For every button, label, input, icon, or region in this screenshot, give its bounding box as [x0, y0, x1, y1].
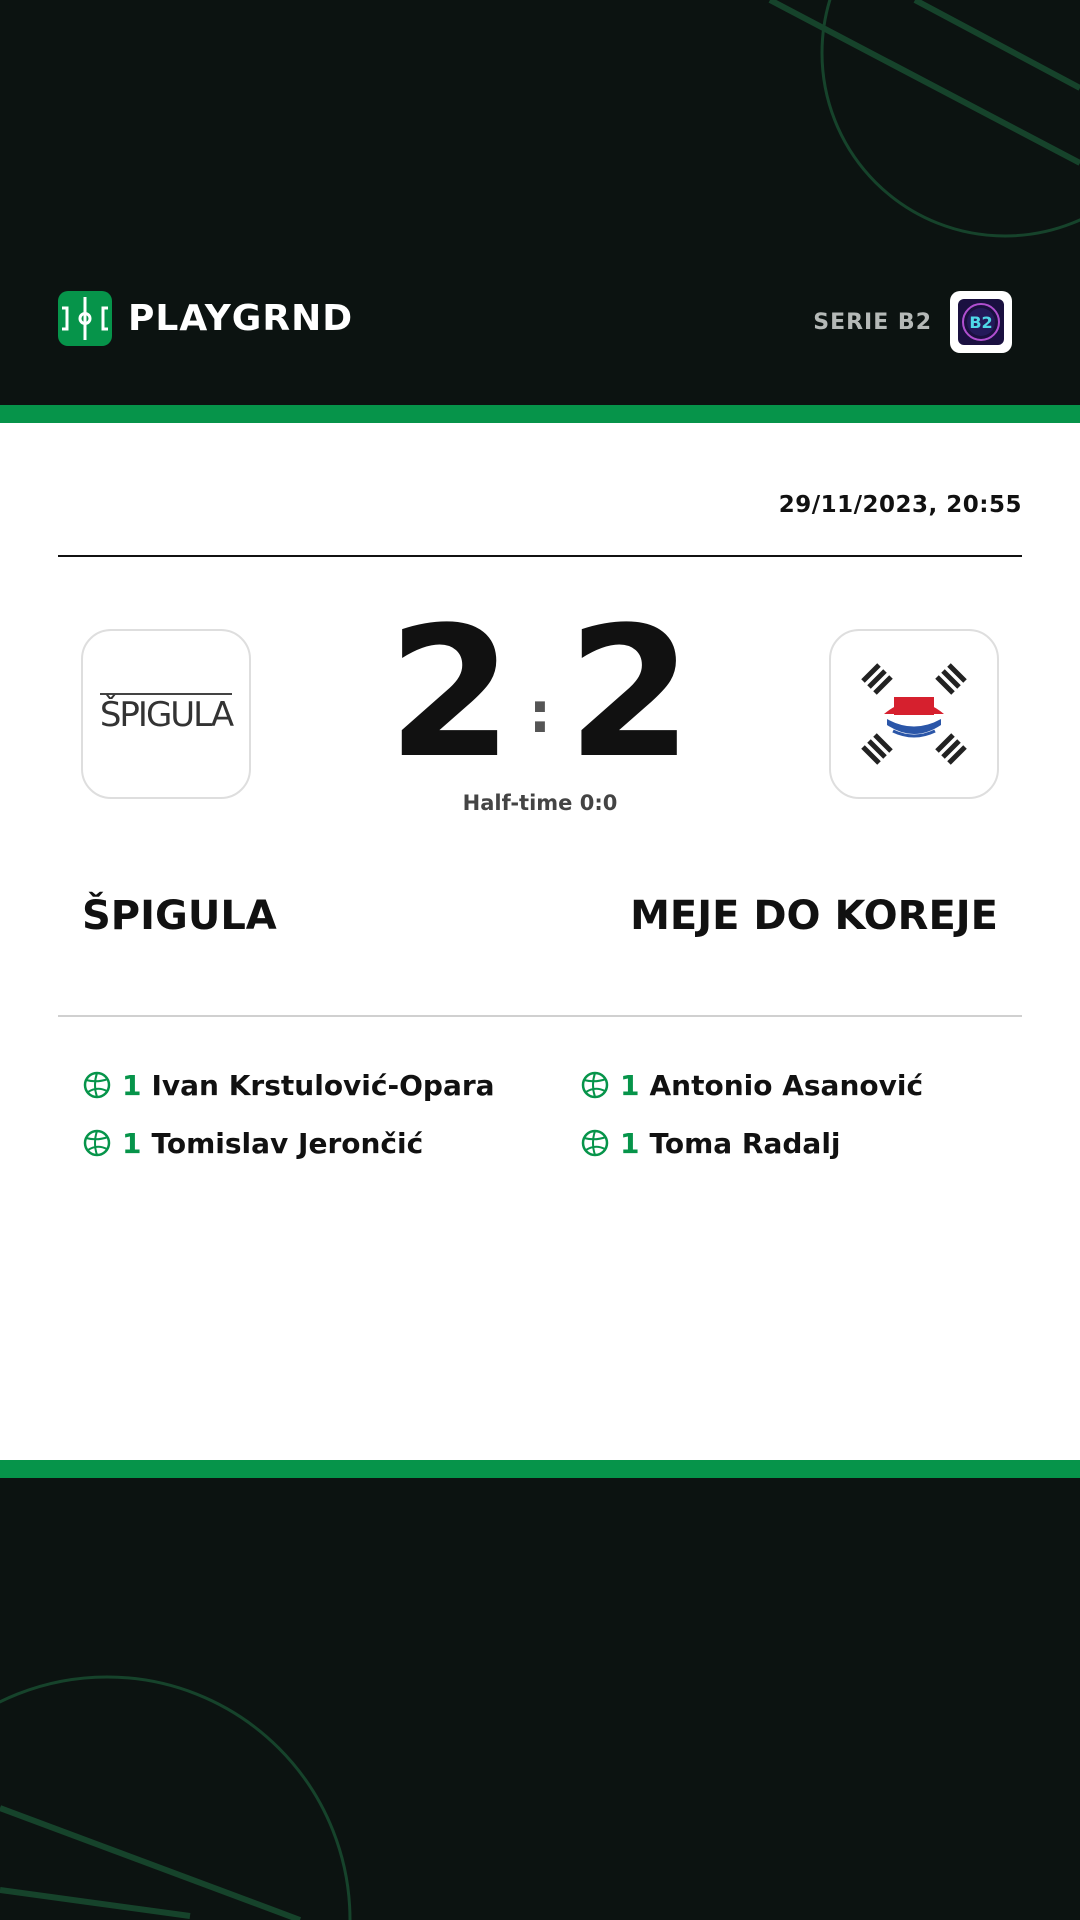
- volleyball-icon: [580, 1128, 610, 1158]
- home-score: 2: [387, 589, 513, 798]
- volleyball-icon: [82, 1070, 112, 1100]
- brand: [58, 291, 353, 346]
- home-team-logo-text: ŠPIGULA: [99, 695, 233, 735]
- league-info: [813, 291, 1012, 353]
- korea-flag-crest-icon: [849, 659, 979, 769]
- goal-count: 1: [620, 1126, 640, 1160]
- away-team-logo: [829, 629, 999, 799]
- league-badge-icon: [956, 297, 1006, 347]
- footer-band: [0, 1478, 1080, 1920]
- goal-count: 1: [122, 1068, 142, 1102]
- volleyball-icon: [82, 1128, 112, 1158]
- goal-count: 1: [620, 1068, 640, 1102]
- scorer-name: Ivan Krstulović-Opara: [151, 1068, 495, 1102]
- header-band: [0, 0, 1080, 405]
- scorer-item: [82, 1066, 542, 1104]
- scorer-item: [580, 1066, 1040, 1104]
- volleyball-icon: [580, 1070, 610, 1100]
- scorer-name: Tomislav Jerončić: [151, 1126, 424, 1160]
- divider: [58, 555, 1022, 557]
- away-team-name: MEJE DO KOREJE: [630, 893, 998, 939]
- home-team-name: ŠPIGULA: [82, 893, 277, 939]
- league-badge: [950, 291, 1012, 353]
- away-scorers-list: [580, 1066, 1040, 1182]
- brand-name: PLAYGRND: [128, 298, 354, 339]
- divider: [58, 1015, 1022, 1017]
- scorer-name: Toma Radalj: [649, 1126, 841, 1160]
- halftime-score: Half-time 0:0: [462, 791, 618, 815]
- scorer-name: Antonio Asanović: [649, 1068, 924, 1102]
- pitch-logo-icon: [58, 291, 112, 346]
- scorer-item: [82, 1124, 542, 1162]
- pitch-lines-decoration: [0, 1478, 1080, 1920]
- match-datetime: 29/11/2023, 20:55: [778, 492, 1022, 518]
- score-separator: :: [528, 681, 552, 746]
- match-card: [0, 423, 1080, 1460]
- away-score: 2: [567, 589, 693, 798]
- scorer-item: [580, 1124, 1040, 1162]
- goal-count: 1: [122, 1126, 142, 1160]
- svg-text:B2: B2: [969, 313, 993, 332]
- accent-bar-top: [0, 405, 1080, 423]
- home-scorers-list: [82, 1066, 542, 1182]
- accent-bar-bottom: [0, 1460, 1080, 1478]
- league-name: SERIE B2: [813, 309, 932, 335]
